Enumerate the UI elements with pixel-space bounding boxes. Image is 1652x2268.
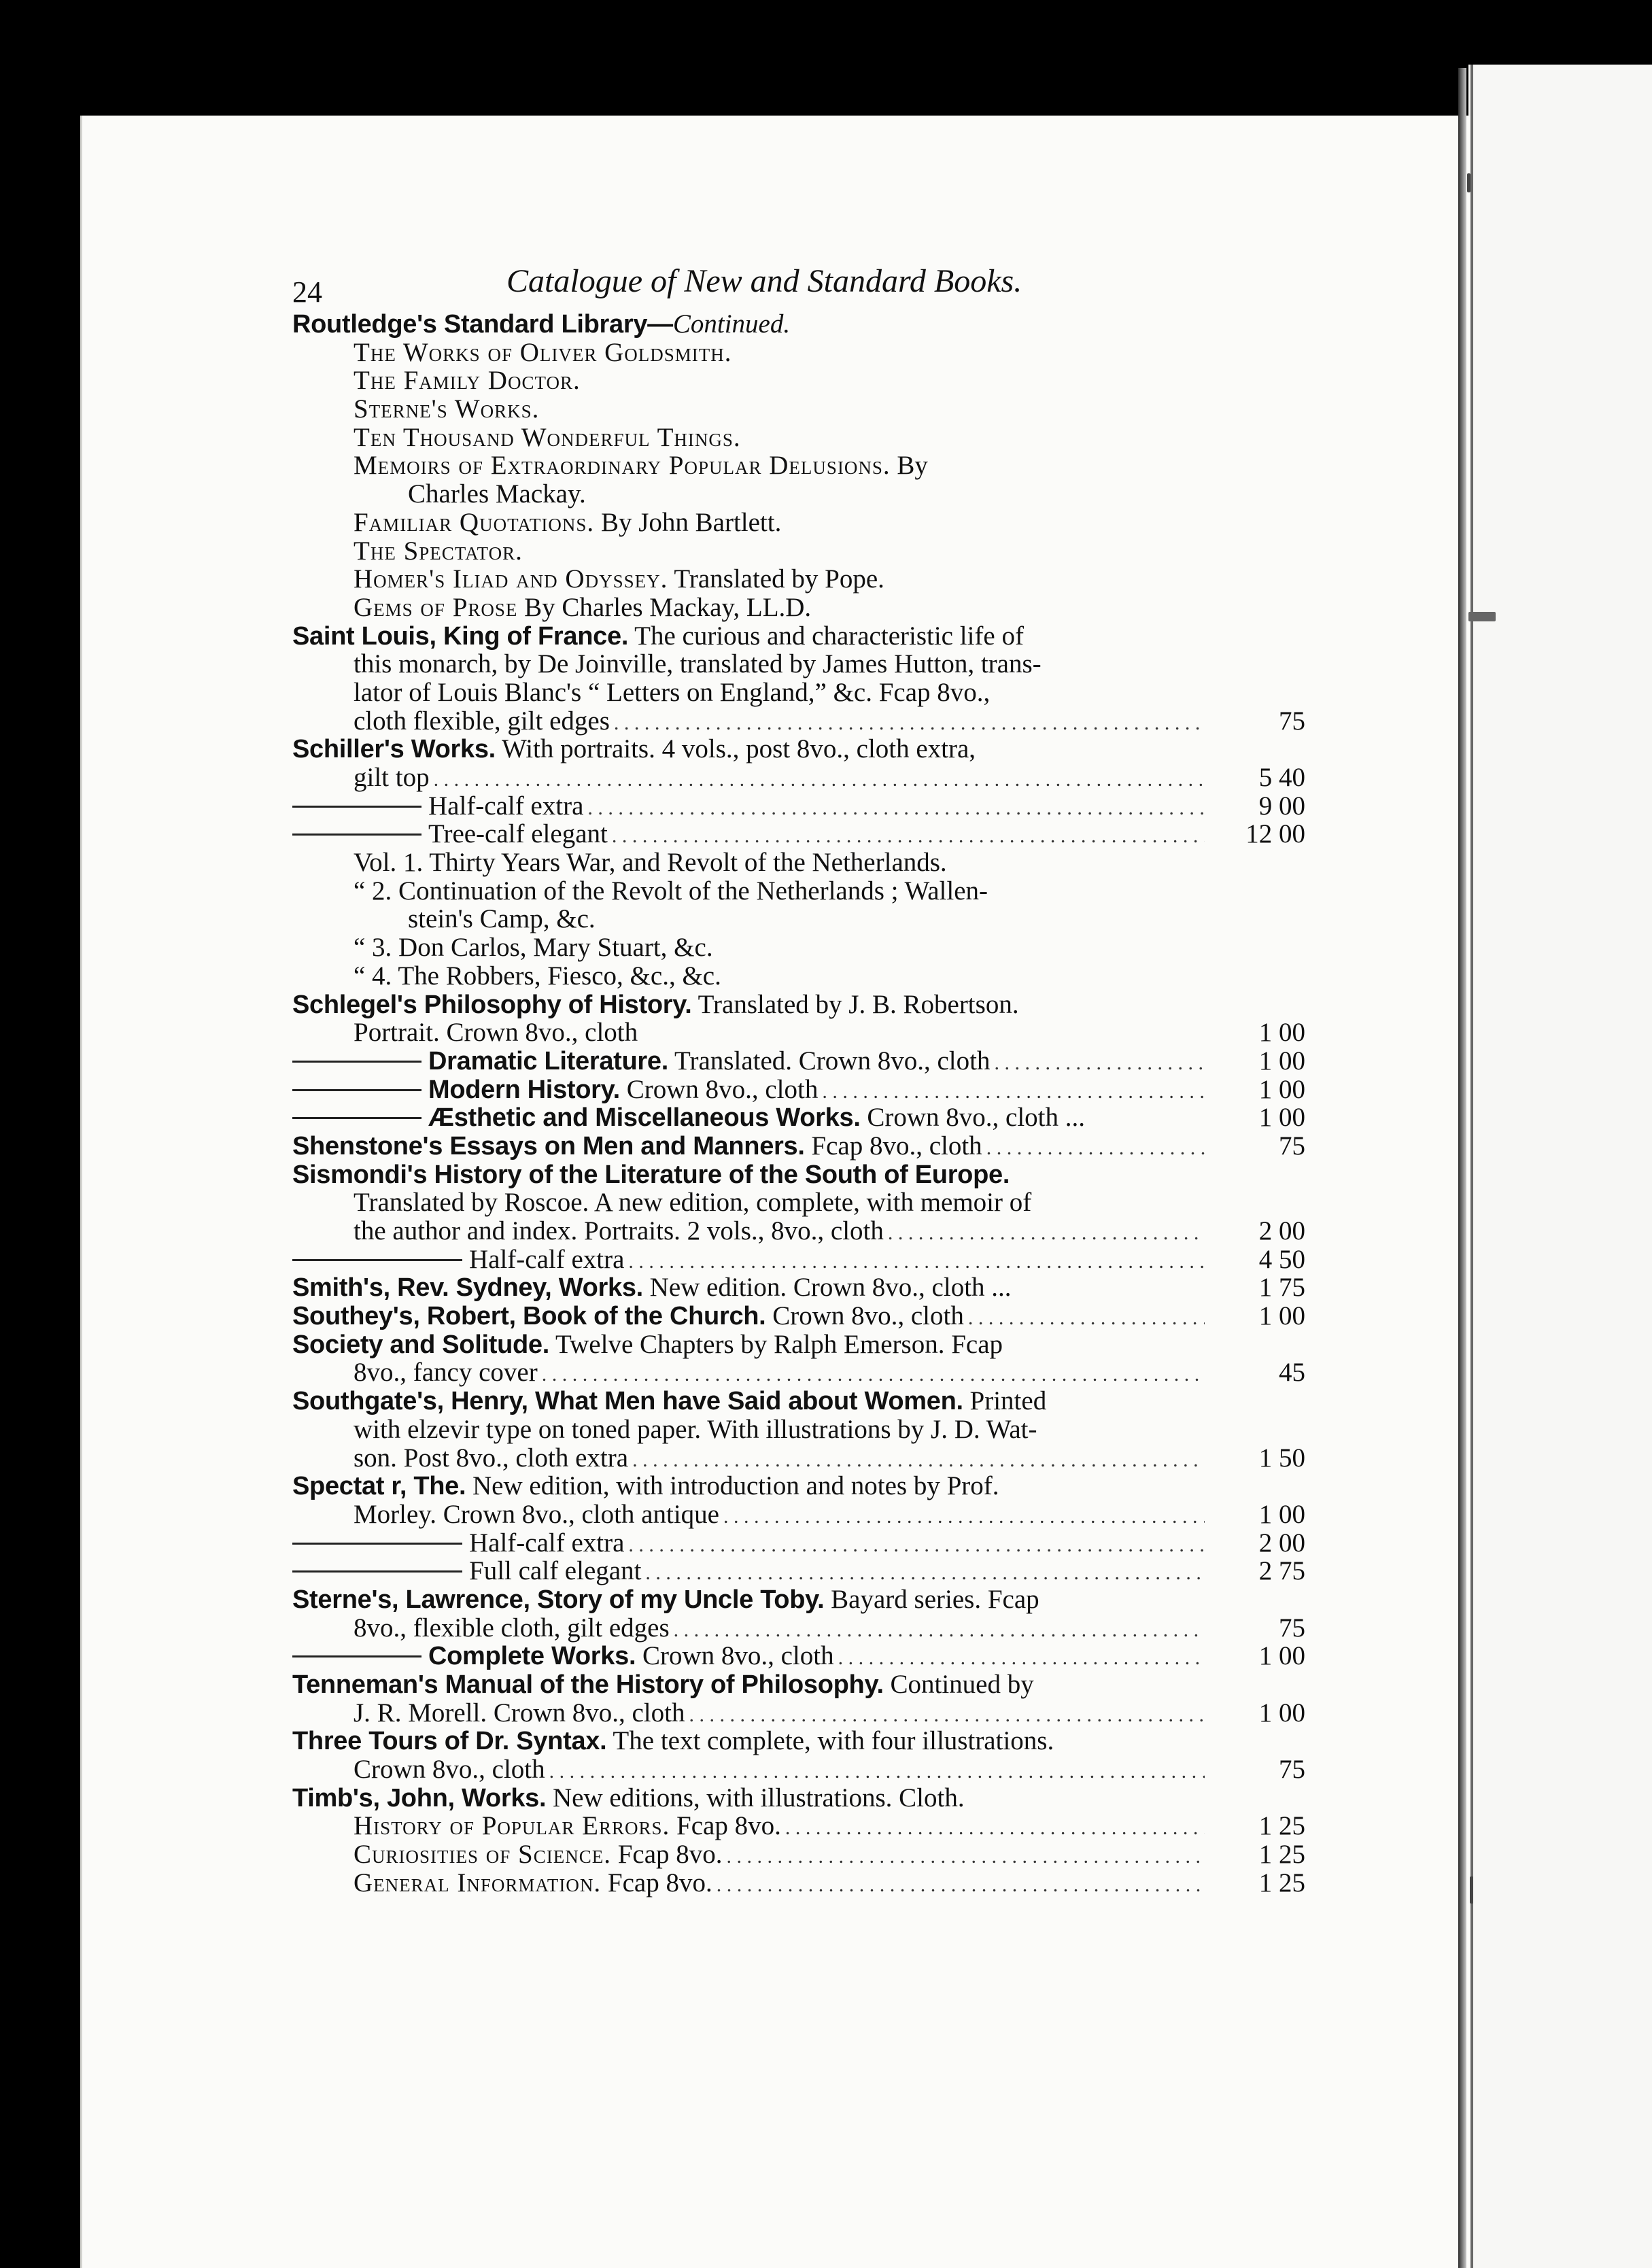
price: 9 00 [1258,791,1305,821]
entry-title: Tenneman's Manual of the History of Philosophy. [292,1670,884,1699]
entry-segment: Fcap 8vo. [610,1840,723,1870]
dot-leader [628,1531,1205,1560]
entry-text [354,451,928,480]
catalogue-line [292,339,1305,367]
dot-leader [994,1049,1205,1078]
catalogue-line [292,1472,1305,1500]
entry-segment: 8vo., fancy cover [354,1358,538,1388]
entry-text [292,1103,1085,1133]
price: 1 00 [1258,1074,1305,1104]
ditto-rule [292,1117,421,1119]
entry-text [354,537,523,566]
catalogue-line [292,792,1305,821]
running-title: Catalogue of New and Standard Books. [506,263,1022,299]
entry-segment: J. R. Morell. Crown 8vo., cloth [354,1698,685,1728]
entry-segment: Bayard series. Fcap [824,1584,1039,1614]
entry-text [354,848,947,877]
price: 1 25 [1258,1811,1305,1841]
entry-segment: Curiosities of Science. [354,1840,611,1870]
price: 1 00 [1258,1499,1305,1529]
entry-text [354,933,713,962]
entry-segment: Familiar Quotations. [354,507,595,537]
entry-title: Æsthetic and Miscellaneous Works. [428,1103,861,1133]
entry-title: Routledge's Standard Library— [292,310,673,339]
catalogue-line [292,763,1305,792]
price: 75 [1279,1613,1305,1643]
entry-segment: History of Popular Errors. [354,1811,670,1841]
dot-leader [822,1078,1205,1106]
catalogue-line [292,848,1305,877]
entry-segment: The text complete, with four illustrations. [606,1726,1054,1756]
entry-segment: stein's Camp, &c. [408,904,596,934]
catalogue-line [292,877,1305,906]
entry-segment: Charles Mackay. [408,479,586,509]
catalogue-line [292,509,1305,537]
catalogue-text-block [292,256,1305,1897]
entry-text [292,1387,1046,1416]
catalogue-line [292,537,1305,566]
price: 1 00 [1258,1103,1305,1133]
entry-segment: Half-calf extra [428,791,584,821]
entry-text [408,905,596,933]
entry-text [292,1132,982,1161]
dot-leader [888,1219,1205,1248]
entry-text [408,480,586,509]
entry-title: Society and Solitude. [292,1330,549,1359]
catalogue-line [292,678,1305,707]
entry-text [354,565,884,594]
entry-segment: 8vo., flexible cloth, gilt edges [354,1613,670,1643]
entry-text [354,424,741,452]
dot-leader [986,1134,1205,1163]
entry-text [292,1302,964,1331]
entry-text [354,678,990,707]
entry-text [354,650,1042,678]
entry-segment: Full calf elegant [469,1556,642,1586]
entry-segment: Crown 8vo., cloth [619,1074,819,1104]
entry-text [292,1273,1012,1303]
catalogue-line [292,622,1305,651]
ditto-rule [292,806,421,808]
entry-title: Smith's, Rev. Sydney, Works. [292,1273,643,1303]
catalogue-line [292,1302,1305,1330]
catalogue-line [292,1840,1305,1869]
entry-title: Dramatic Literature. [428,1046,669,1076]
entry-title: Schiller's Works. [292,735,496,764]
dot-leader [542,1360,1205,1389]
entry-segment: Translated by J. B. Robertson. [691,989,1019,1019]
catalogue-line [292,1330,1305,1359]
entry-text [292,735,976,764]
entry-segment: Ten Thousand Wonderful Things. [354,422,741,452]
price: 75 [1279,706,1305,736]
entry-segment: With portraits. 4 vols., post 8vo., cloth extra, [495,734,976,764]
entry-segment: Crown 8vo., cloth ... [860,1103,1085,1133]
catalogue-line [292,707,1305,736]
entry-title: Sismondi's History of the Literature of the South of Europe. [292,1160,1010,1189]
entry-text [354,1415,1037,1444]
entry-text [292,1784,965,1813]
catalogue-line [292,1415,1305,1444]
entry-segment: Translated by Roscoe. A new edition, complete, with memoir of [354,1188,1032,1218]
entry-text [292,1529,624,1558]
entry-title: Saint Louis, King of France. [292,621,629,651]
dot-leader [785,1814,1205,1842]
price: 2 00 [1258,1216,1305,1245]
entry-text [292,1642,834,1671]
catalogue-line [292,1727,1305,1755]
dot-leader [968,1304,1205,1333]
catalogue-line [292,1076,1305,1104]
entry-segment: By [890,451,928,481]
entry-text [354,366,581,395]
entry-segment: Half-calf extra [469,1244,625,1274]
entry-title: Modern History. [428,1075,620,1104]
price: 1 75 [1258,1273,1305,1303]
entry-text [354,1500,719,1529]
entry-segment: By John Bartlett. [594,507,782,537]
price: 12 00 [1245,819,1305,849]
entry-segment: lator of Louis Blanc's “ Letters on England,” &c. Fcap 8vo., [354,677,991,707]
catalogue-line [292,424,1305,452]
binding-mark [1467,173,1470,192]
entry-segment: Twelve Chapters by Ralph Emerson. Fcap [549,1329,1003,1359]
entry-segment: The Family Doctor. [354,366,581,396]
dot-leader [838,1644,1205,1672]
catalogue-line [292,1670,1305,1699]
ditto-rule [292,1543,462,1545]
catalogue-line [292,962,1305,991]
dot-leader [612,822,1205,850]
entry-segment: By Charles Mackay, LL.D. [517,592,812,622]
price: 1 50 [1258,1443,1305,1473]
dot-leader [689,1701,1205,1730]
entry-text [292,820,608,848]
catalogue-line [292,1869,1305,1897]
entry-segment: The Spectator. [354,536,523,566]
catalogue-line [292,480,1305,509]
entry-text [354,1217,884,1245]
entry-text [292,1670,1034,1700]
binding-mark [1468,612,1496,621]
ditto-rule [292,1259,462,1261]
catalogue-line [292,1273,1305,1302]
catalogue-line [292,933,1305,962]
entry-text [354,1812,781,1840]
entry-segment: Crown 8vo., cloth [354,1755,545,1785]
catalogue-line [292,1132,1305,1161]
catalogue-line [292,1557,1305,1585]
dot-leader [587,794,1205,823]
binding-mark [1470,1876,1473,1904]
ditto-rule [292,834,421,836]
entry-segment: Translated. Crown 8vo., cloth [668,1046,991,1076]
entry-text [354,1444,628,1473]
ditto-rule [292,1655,421,1657]
entry-segment: Gems of Prose [354,592,518,622]
entry-segment: Morley. Crown 8vo., cloth antique [354,1499,719,1529]
catalogue-line [292,1500,1305,1529]
catalogue-line [292,395,1305,424]
dot-leader [614,709,1205,738]
catalogue-line [292,1387,1305,1415]
entry-segment: Fcap 8vo. [670,1811,781,1841]
running-head [292,256,1305,310]
entry-title: Three Tours of Dr. Syntax. [292,1727,607,1756]
entry-text [354,877,988,906]
entry-text [292,991,1019,1020]
dot-leader [674,1616,1205,1645]
entry-text [354,1869,712,1897]
price: 45 [1279,1358,1305,1388]
catalogue-line [292,1018,1305,1047]
catalogue-line [292,451,1305,480]
dot-leader [717,1871,1205,1900]
entry-text [292,1161,1010,1190]
price: 75 [1279,1755,1305,1785]
price: 5 40 [1258,763,1305,792]
entry-segment: Fcap 8vo., cloth [804,1131,982,1161]
entry-text [354,707,610,736]
catalogue-line [292,1217,1305,1245]
entry-text [354,1188,1031,1217]
catalogue-line [292,1755,1305,1784]
catalogue-line [292,1585,1305,1614]
catalogue-line [292,991,1305,1019]
entry-segment: Fcap 8vo. [601,1868,712,1897]
entry-segment: New edition. Crown 8vo., cloth ... [642,1273,1012,1303]
price: 1 00 [1258,1046,1305,1076]
catalogue-line [292,1188,1305,1217]
entry-segment: the author and index. Portraits. 2 vols., 8vo., cloth [354,1216,884,1245]
page-number: 24 [292,275,322,309]
catalogue-line [292,366,1305,395]
entry-text [354,763,430,792]
catalogue-line [292,565,1305,594]
entry-segment: son. Post 8vo., cloth extra [354,1443,629,1473]
entry-text [292,1727,1054,1756]
entry-text [354,509,781,537]
entry-segment: with elzevir type on toned paper. With illustrations by J. D. Wat- [354,1414,1037,1444]
entry-text [292,622,1024,651]
dot-leader [645,1559,1205,1587]
entry-text [292,1245,624,1274]
catalogue-line [292,310,1305,339]
entry-text [354,962,721,991]
entry-title: Southgate's, Henry, What Men have Said about Women. [292,1387,963,1416]
entry-segment: Portrait. Crown 8vo., cloth [354,1018,638,1048]
ditto-rule [292,1061,421,1063]
entry-text [354,1358,538,1387]
entry-segment: cloth flexible, gilt edges [354,706,610,736]
entry-segment: “ 2. Continuation of the Revolt of the Netherlands ; Wallen- [354,876,988,906]
entry-title: Sterne's, Lawrence, Story of my Uncle Toby. [292,1585,825,1614]
entry-text [354,1755,545,1784]
catalogue-line [292,1529,1305,1558]
price: 1 00 [1258,1301,1305,1331]
ditto-rule [292,1089,421,1091]
entry-segment: New edition, with introduction and notes by Prof. [466,1471,999,1501]
catalogue-entries [292,310,1305,1897]
dot-leader [727,1842,1205,1871]
catalogue-line [292,1614,1305,1643]
catalogue-line [292,1444,1305,1473]
dot-leader [549,1757,1205,1786]
entry-segment: General Information. [354,1868,602,1897]
entry-text [292,1047,990,1076]
entry-title: Schlegel's Philosophy of History. [292,990,692,1019]
catalogue-line [292,1161,1305,1189]
price: 1 00 [1258,1698,1305,1728]
catalogue-line [292,1812,1305,1840]
entry-segment: Continued. [672,309,791,339]
price: 1 00 [1258,1641,1305,1671]
catalogue-line [292,1358,1305,1387]
entry-segment: Continued by [883,1670,1034,1699]
price: 4 50 [1258,1244,1305,1274]
entry-segment: Memoirs of Extraordinary Popular Delusions. [354,451,891,481]
catalogue-line [292,650,1305,678]
entry-title: Spectat r, The. [292,1472,466,1501]
catalogue-line [292,735,1305,763]
entry-segment: Half-calf extra [469,1528,625,1558]
entry-text [354,1840,723,1869]
catalogue-line [292,1642,1305,1670]
catalogue-line [292,1784,1305,1812]
entry-segment: Printed [963,1386,1047,1416]
entry-title: Complete Works. [428,1642,636,1671]
entry-segment: New editions, with illustrations. Cloth. [546,1783,965,1812]
entry-text [292,1330,1003,1360]
ditto-rule [292,1570,462,1573]
entry-title: Southey's, Robert, Book of the Church. [292,1302,766,1331]
entry-segment: “ 4. The Robbers, Fiesco, &c., &c. [354,961,721,991]
dot-leader [434,766,1205,794]
dot-leader [628,1248,1205,1276]
entry-text [354,594,811,622]
entry-segment: Crown 8vo., cloth [765,1301,964,1331]
entry-text [292,1557,641,1585]
catalogue-line [292,1047,1305,1076]
entry-segment: “ 3. Don Carlos, Mary Stuart, &c. [354,933,713,963]
entry-text [354,395,539,424]
price: 75 [1279,1131,1305,1161]
catalogue-line [292,594,1305,622]
entry-segment: Sterne's Works. [354,394,540,424]
price: 1 25 [1258,1840,1305,1870]
entry-text [354,1699,685,1728]
dot-leader [723,1502,1205,1531]
entry-text [354,1018,638,1047]
entry-segment: this monarch, by De Joinville, translated by James Hutton, trans- [354,649,1042,679]
entry-segment: Tree-calf elegant [428,819,608,849]
book-spine [1458,68,1466,2268]
entry-segment: Translated by Pope. [668,564,884,594]
catalogue-line [292,1103,1305,1132]
entry-segment: The Works of Oliver Goldsmith. [354,337,732,367]
entry-title: Timb's, John, Works. [292,1783,547,1812]
catalogue-line [292,905,1305,933]
entry-text [292,1585,1039,1615]
entry-text [292,1472,999,1501]
entry-text [354,1614,670,1643]
facing-page-edge [1468,65,1652,2268]
entry-segment: Vol. 1. Thirty Years War, and Revolt of the Netherlands. [354,848,947,878]
entry-segment: Homer's Iliad and Odyssey. [354,564,668,594]
entry-title: Shenstone's Essays on Men and Manners. [292,1131,805,1161]
catalogue-line [292,1245,1305,1274]
dot-leader [632,1446,1205,1475]
price: 1 25 [1258,1868,1305,1897]
catalogue-line [292,820,1305,848]
entry-segment: The curious and characteristic life of [628,621,1024,651]
entry-segment: Crown 8vo., cloth [636,1641,834,1671]
entry-text [292,792,583,821]
entry-segment: gilt top [354,763,430,792]
gutter-line [1470,65,1473,2268]
entry-text [292,310,790,339]
price: 1 00 [1258,1018,1305,1048]
price: 2 75 [1258,1556,1305,1586]
entry-text [292,1076,818,1105]
price: 2 00 [1258,1528,1305,1558]
entry-text [354,339,732,367]
catalogue-line [292,1699,1305,1728]
